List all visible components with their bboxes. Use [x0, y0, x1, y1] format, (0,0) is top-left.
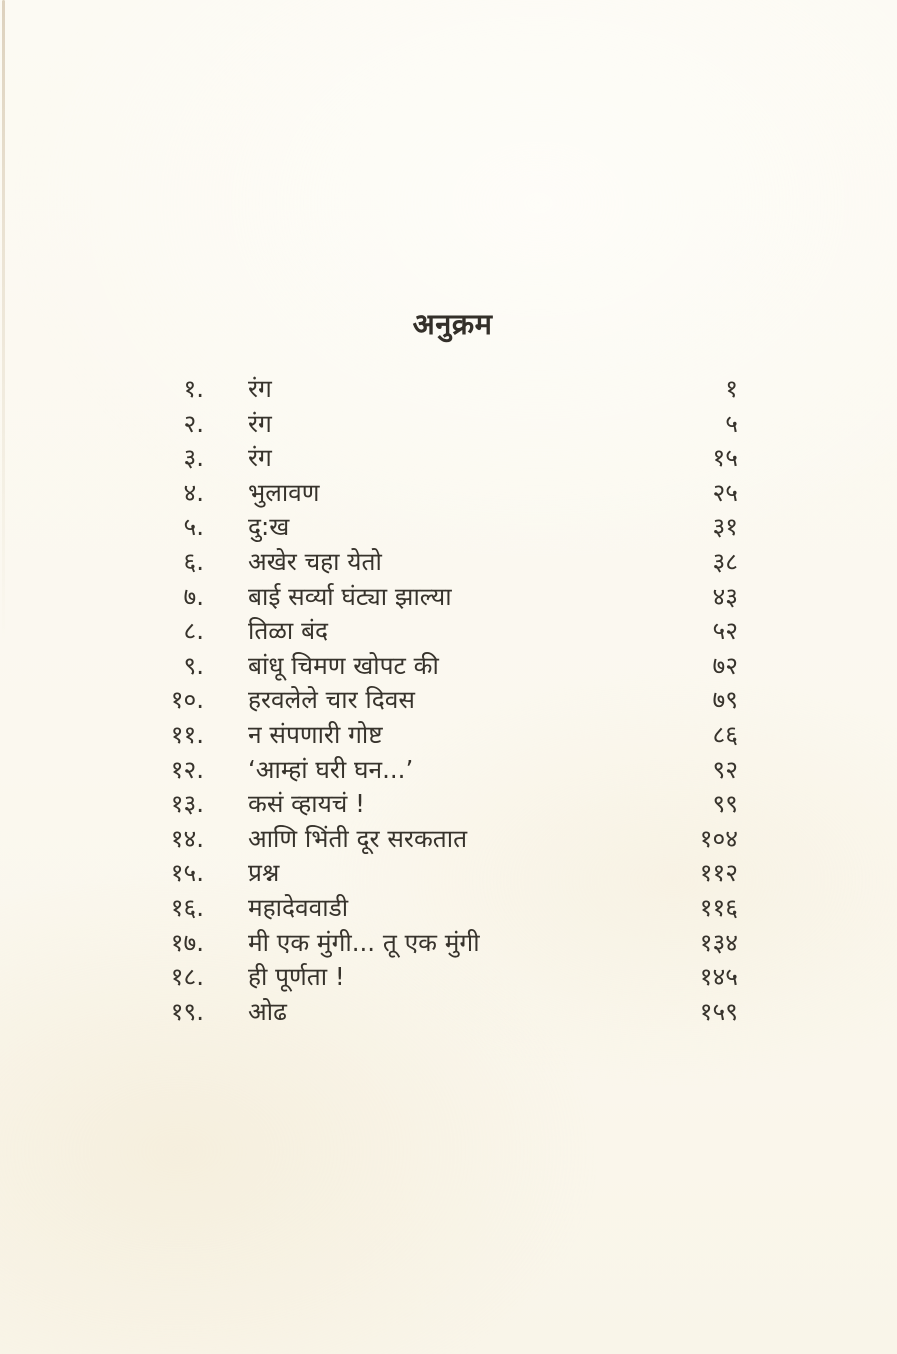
toc-entry-page: २५ [712, 477, 738, 507]
toc-row [151, 960, 738, 995]
toc-row [151, 995, 738, 1030]
toc-entry-page: ७९ [712, 685, 738, 715]
page-title: अनुक्रम [412, 307, 493, 341]
toc-entry-page: ११२ [699, 858, 738, 888]
toc-row [151, 407, 738, 442]
toc-entry-title: कसं व्हायचं ! [248, 789, 365, 819]
toc-row [151, 614, 738, 649]
toc-entry-number: १४. [170, 823, 204, 853]
toc-entry-title: रंग [248, 374, 272, 403]
toc-entry-page: ४३ [712, 581, 738, 611]
toc-entry-page: १ [725, 374, 738, 403]
toc-entry-title: अखेर चहा येतो [248, 546, 382, 576]
toc-entry-title: ओढ [248, 996, 287, 1026]
toc-entry-title: दु:ख [248, 512, 290, 542]
toc-entry-title: तिळा बंद [248, 616, 329, 646]
toc-row [151, 822, 738, 857]
toc-entry-number: ५. [183, 512, 204, 542]
toc-entry-page: ९२ [712, 754, 738, 784]
toc-entry-number: १. [183, 374, 204, 403]
toc-entry-number: २. [183, 408, 204, 438]
toc-row [151, 441, 738, 476]
toc-entry-page: १०४ [699, 823, 738, 853]
toc-entry-number: १९. [170, 996, 204, 1026]
toc-entry-title: रंग [248, 443, 272, 473]
toc-entry-number: ११. [170, 719, 204, 749]
toc-entry-page: ११६ [699, 892, 738, 922]
toc-entry-page: १४५ [699, 962, 738, 992]
toc-row [151, 510, 738, 545]
toc-entry-number: १५. [170, 858, 204, 888]
toc-row [151, 545, 738, 580]
toc-entry-number: १६. [170, 892, 204, 922]
toc-entry-number: १८. [170, 962, 204, 992]
toc-entry-page: ३१ [712, 512, 738, 542]
toc-entry-title: बांधू चिमण खोपट की [248, 650, 439, 680]
toc-row [151, 476, 738, 511]
toc-entry-page: ५२ [712, 616, 738, 646]
toc-row [151, 649, 738, 684]
toc-row [151, 718, 738, 753]
toc-entry-number: १३. [170, 789, 204, 819]
toc-entry-title: न संपणारी गोष्ट [248, 719, 383, 749]
toc-entry-title: ही पूर्णता ! [248, 962, 345, 992]
toc-entry-number: ३. [183, 443, 204, 473]
toc-entry-page: ३८ [712, 546, 738, 576]
toc-entry-title: भुलावण [248, 477, 320, 507]
toc-entry-number: १२. [170, 754, 204, 784]
toc-row [151, 787, 738, 822]
toc-entry-page: १५ [712, 443, 738, 473]
toc-entry-number: १७. [170, 927, 204, 957]
toc-row [151, 372, 738, 407]
toc-entry-page: ७२ [712, 650, 738, 680]
toc-entry-number: ७. [183, 581, 204, 611]
toc-row [151, 683, 738, 718]
toc-entry-page: ५ [725, 408, 738, 438]
toc-row [151, 926, 738, 961]
toc-entry-number: ६. [183, 546, 204, 576]
toc-entry-title: प्रश्न [248, 858, 280, 888]
toc-entry-title: रंग [248, 408, 272, 438]
toc-row [151, 856, 738, 891]
toc-entry-page: ८६ [712, 719, 738, 749]
toc-entry-page: १५९ [699, 996, 738, 1026]
toc-row [151, 580, 738, 615]
toc-entry-title: बाई सर्व्या घंट्या झाल्या [248, 581, 452, 611]
toc-entry-number: ८. [183, 616, 204, 646]
toc-entry-number: ४. [183, 477, 204, 507]
toc-entry-title: हरवलेले चार दिवस [248, 685, 415, 715]
toc-entry-title: आणि भिंती दूर सरकतात [248, 823, 468, 853]
toc-row [151, 753, 738, 788]
toc-entry-page: ९९ [712, 789, 738, 819]
toc-entry-page: १३४ [699, 927, 738, 957]
toc-entry-title: मी एक मुंगी... तू एक मुंगी [248, 927, 480, 957]
table-of-contents [151, 372, 738, 1029]
toc-entry-number: ९. [183, 650, 204, 680]
toc-entry-title: महादेववाडी [248, 892, 349, 922]
toc-entry-number: १०. [170, 685, 204, 715]
toc-entry-title: ‘आम्हां घरी घन...’ [248, 754, 414, 784]
toc-row [151, 891, 738, 926]
